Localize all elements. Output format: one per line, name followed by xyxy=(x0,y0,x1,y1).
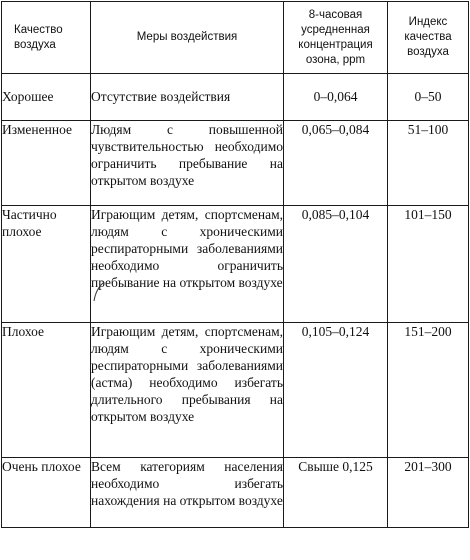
header-aqi: Индекс качества воздуха xyxy=(388,2,469,74)
concentration-cell: Свыше 0,125 xyxy=(284,458,388,528)
concentration-cell: 0,065–0,084 xyxy=(284,121,388,206)
header-row xyxy=(2,2,469,74)
table-row xyxy=(2,206,469,323)
measures-cell: Отсутствие воздействия xyxy=(91,74,284,121)
concentration-cell: 0,105–0,124 xyxy=(284,323,388,458)
aqi-cell: 51–100 xyxy=(388,121,469,206)
table-row xyxy=(2,121,469,206)
header-concentration: 8-часовая усредненная концентрация озона, ppm xyxy=(284,2,388,74)
table-row xyxy=(2,323,469,458)
air-quality-table xyxy=(1,1,469,528)
measures-cell: Играющим детям, спортсменам, людям с хроническими респираторными заболеваниями необходимо ограничить пребывание на открытом воздухе xyxy=(91,206,284,323)
concentration-cell: 0,085–0,104 xyxy=(284,206,388,323)
header-measures: Меры воздействия xyxy=(91,2,284,74)
aqi-cell: 101–150 xyxy=(388,206,469,323)
table-header xyxy=(2,2,469,74)
quality-cell: Очень плохое xyxy=(2,458,91,528)
concentration-cell: 0–0,064 xyxy=(284,74,388,121)
measures-cell: Людям с повышенной чувствительностью необходимо ограничить пребывание на открытом воздухе xyxy=(91,121,284,206)
table-row xyxy=(2,458,469,528)
header-quality: Качество воздуха xyxy=(2,2,91,74)
quality-cell: Хорошее xyxy=(2,74,91,121)
table-row xyxy=(2,74,469,121)
aqi-cell: 201–300 xyxy=(388,458,469,528)
pencil-mark xyxy=(92,281,104,303)
quality-cell: Плохое xyxy=(2,323,91,458)
measures-cell: Всем категориям населения необходимо избегать нахождения на открытом воздухе xyxy=(91,458,284,528)
quality-cell: Частично плохое xyxy=(2,206,91,323)
measures-cell: Играющим детям, спортсменам, людям с хроническими респираторными заболеваниями (астма) необходимо избегать длительного пребывания на открытом воздухе xyxy=(91,323,284,458)
aqi-cell: 151–200 xyxy=(388,323,469,458)
table-body xyxy=(2,74,469,528)
quality-cell: Измененное xyxy=(2,121,91,206)
aqi-cell: 0–50 xyxy=(388,74,469,121)
